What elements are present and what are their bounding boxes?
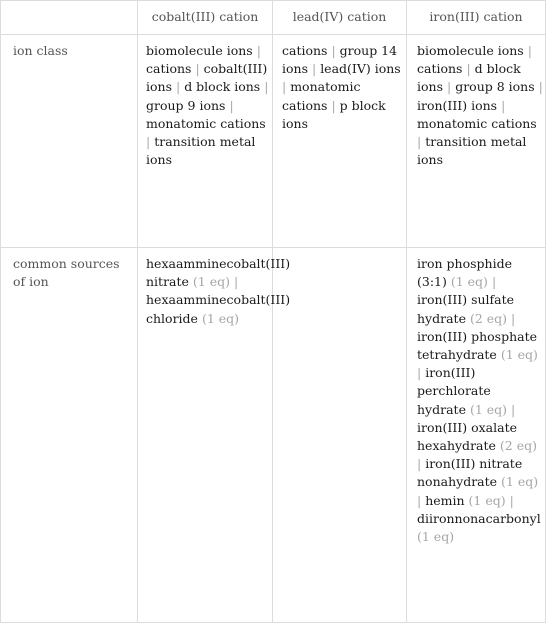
item-text: group 14 ions	[282, 43, 398, 77]
item-separator: |	[229, 97, 234, 113]
item-text: iron(III) oxalate hexahydrate	[417, 419, 517, 454]
item-separator: |	[491, 274, 497, 290]
quantity-label: (2 eq)	[499, 438, 537, 454]
item-text: cations	[282, 43, 328, 58]
item-separator: |	[331, 43, 336, 58]
item-text: iron(III) phosphate tetrahydrate	[417, 328, 538, 363]
quantity-label: (1 eq)	[469, 401, 508, 417]
item-separator: |	[311, 61, 317, 77]
column-header-lead: lead(IV) cation	[292, 9, 387, 24]
col-divider-2	[272, 0, 273, 623]
item-text: hexaamminecobalt(III) chloride	[146, 292, 291, 326]
item-separator: |	[511, 310, 516, 326]
item-text: lead(IV) ions	[320, 61, 401, 77]
cell-ion-class-iron	[417, 42, 543, 169]
column-header-cobalt: cobalt(III) cation	[151, 9, 259, 24]
quantity-label: (1 eq)	[450, 274, 488, 290]
quantity-label: (1 eq)	[501, 474, 539, 490]
item-text: monatomic cations	[282, 79, 361, 113]
item-separator: |	[509, 492, 514, 508]
item-text: hemin	[425, 492, 465, 508]
item-text: group 9 ions	[146, 97, 226, 113]
col-divider-1	[137, 0, 138, 623]
row-label-common-sources: common sources of ion	[13, 256, 120, 290]
quantity-label: (1 eq)	[192, 274, 230, 290]
item-text: biomolecule ions	[417, 43, 524, 58]
item-text: iron phosphide (3:1)	[417, 256, 512, 290]
item-text: iron(III) sulfate hydrate	[417, 292, 515, 326]
item-separator: |	[256, 43, 261, 58]
item-separator: |	[195, 61, 200, 77]
item-separator: |	[146, 134, 151, 150]
item-text: transition metal ions	[146, 134, 256, 168]
column-header-iron: iron(III) cation	[429, 9, 523, 24]
cell-ion-class-lead	[282, 42, 404, 133]
item-text: monatomic cations	[146, 115, 266, 131]
cell-sources-cobalt	[146, 255, 291, 328]
item-separator: |	[527, 43, 532, 58]
item-text: cobalt(III) ions	[146, 61, 268, 95]
item-text: iron(III) nitrate nonahydrate	[417, 456, 523, 490]
table-border-bottom	[0, 622, 546, 623]
item-text: d block ions	[184, 79, 261, 95]
quantity-label: (1 eq)	[468, 492, 506, 508]
item-separator: |	[538, 79, 543, 95]
item-text: group 8 ions	[455, 79, 535, 95]
item-separator: |	[175, 79, 181, 95]
item-separator: |	[282, 79, 287, 95]
item-separator: |	[501, 97, 506, 113]
item-text: p block ions	[282, 97, 386, 131]
item-separator: |	[446, 79, 452, 95]
item-separator: |	[466, 61, 471, 77]
item-text: cations	[146, 61, 192, 77]
row-divider	[0, 247, 546, 248]
item-separator: |	[511, 401, 516, 417]
row-label-ion-class: ion class	[13, 43, 68, 58]
col-divider-3	[406, 0, 407, 623]
item-separator: |	[331, 97, 336, 113]
item-separator: |	[417, 134, 422, 150]
item-text: cations	[417, 61, 463, 77]
item-text: diironnonacarbonyl	[417, 510, 541, 526]
table-border-top	[0, 0, 546, 1]
item-separator: |	[417, 365, 422, 381]
item-text: transition metal ions	[417, 134, 527, 168]
item-text: hexaamminecobalt(III) nitrate	[146, 256, 291, 290]
quantity-label: (1 eq)	[417, 529, 455, 545]
table-border-left	[0, 0, 1, 623]
cell-ion-class-cobalt	[146, 42, 270, 169]
quantity-label: (2 eq)	[469, 310, 508, 326]
quantity-label: (1 eq)	[500, 347, 538, 363]
item-text: biomolecule ions	[146, 43, 253, 58]
item-text: d block ions	[417, 61, 521, 95]
header-divider	[0, 34, 546, 35]
item-text: iron(III) perchlorate hydrate	[417, 365, 491, 417]
item-separator: |	[233, 274, 239, 290]
quantity-label: (1 eq)	[201, 310, 240, 326]
item-text: monatomic cations	[417, 115, 537, 131]
item-separator: |	[264, 79, 269, 95]
item-separator: |	[417, 492, 422, 508]
item-separator: |	[417, 456, 422, 472]
cell-sources-iron	[417, 255, 543, 546]
item-text: iron(III) ions	[417, 97, 498, 113]
